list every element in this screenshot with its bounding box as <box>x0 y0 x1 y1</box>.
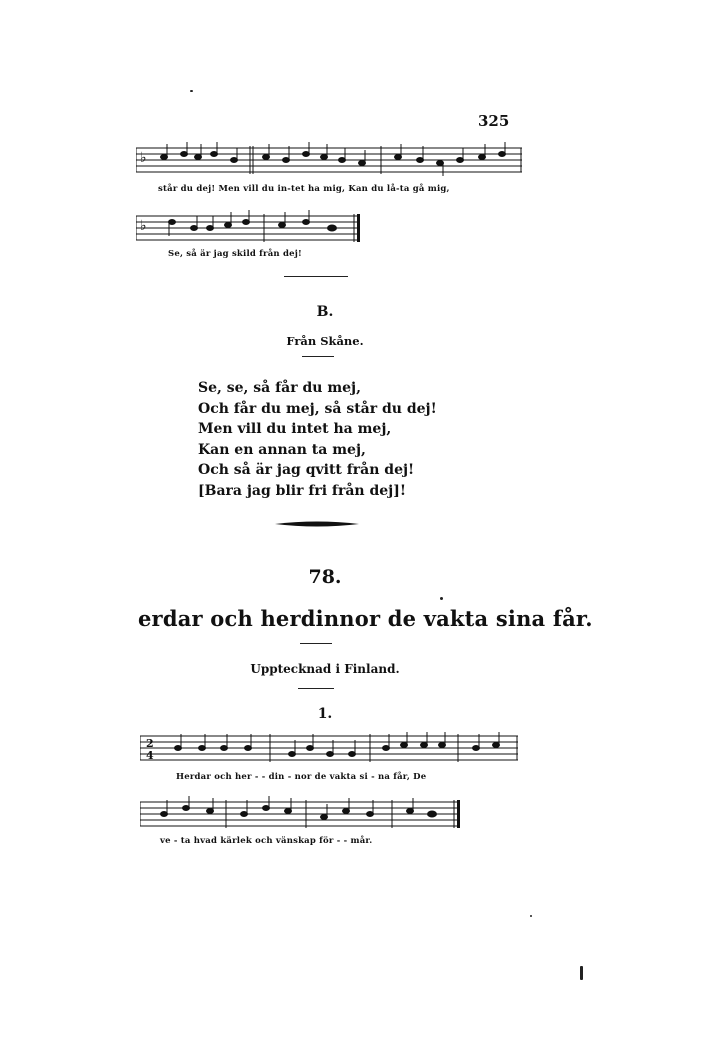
ink-speck <box>440 597 443 600</box>
music-staff-song-2 <box>140 794 464 834</box>
ink-speck <box>190 90 193 92</box>
svg-text:2: 2 <box>146 737 154 750</box>
song-title: erdar och herdinnor de vakta sina får. <box>138 606 593 631</box>
divider-rule <box>302 356 334 357</box>
section-letter: B. <box>316 304 334 320</box>
section-origin: Från Skåne. <box>286 334 364 348</box>
music-staff-top-2 <box>136 210 364 250</box>
page-number: 325 <box>478 112 510 130</box>
verse-line: Se, se, så får du mej, <box>198 380 361 396</box>
lyrics-song-line-1: Herdar och her - - din - nor de vakta si - na får, De <box>176 772 427 782</box>
music-staff-top-1 <box>136 140 522 184</box>
ink-speck <box>580 966 583 980</box>
verse-block <box>198 378 437 501</box>
verse-line: Och får du mej, så står du dej! <box>198 400 437 417</box>
variant-number: 1. <box>317 706 333 722</box>
verse-line: Men vill du intet ha mej, <box>198 421 392 437</box>
divider-rule <box>300 643 332 644</box>
svg-text:4: 4 <box>146 749 154 762</box>
lyrics-top-line-1: står du dej! Men vill du in-tet ha mig, Kan du lå-ta gå mig, <box>158 184 450 194</box>
ornamental-rule <box>275 514 359 533</box>
verse-line: [Bara jag blir fri från dej]! <box>198 482 406 499</box>
svg-text:♭: ♭ <box>140 150 147 166</box>
music-staff-song-1 <box>140 730 518 774</box>
divider-rule <box>284 276 348 277</box>
verse-line: Kan en annan ta mej, <box>198 441 366 458</box>
lyrics-song-line-2: ve - ta hvad kärlek och vänskap för - - mår. <box>160 836 373 846</box>
lyrics-top-line-2: Se, så är jag skild från dej! <box>168 249 302 259</box>
song-number: 78. <box>308 566 342 588</box>
divider-rule <box>298 688 334 689</box>
recorded-note: Upptecknad i Finland. <box>250 662 400 676</box>
svg-text:♭: ♭ <box>140 218 147 234</box>
ink-speck <box>530 915 532 917</box>
verse-line: Och så är jag qvitt från dej! <box>198 462 415 478</box>
